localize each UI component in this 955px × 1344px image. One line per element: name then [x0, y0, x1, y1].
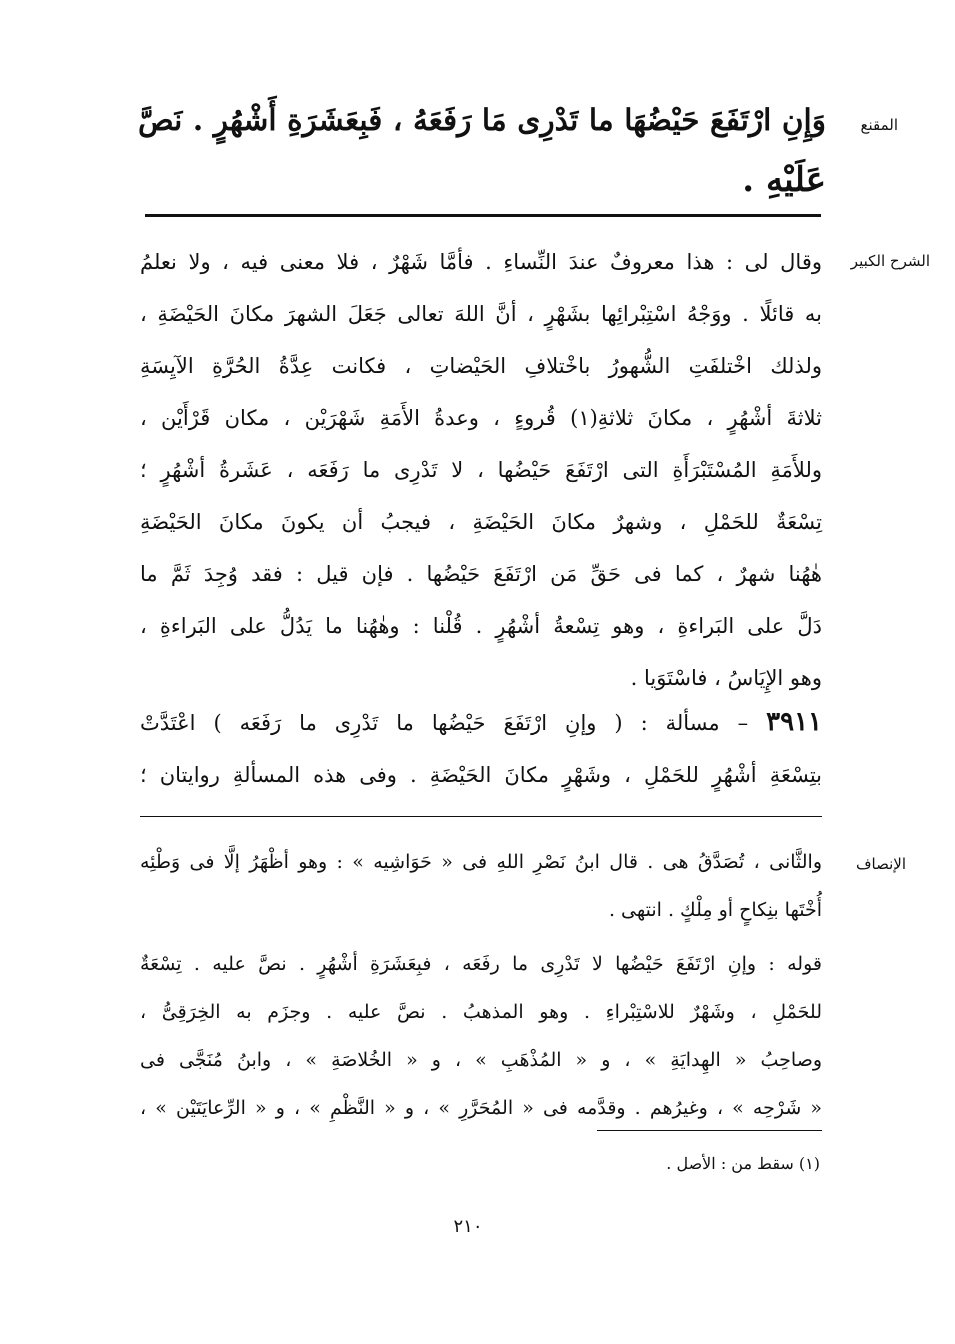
sharh-line: وهو الإِيَاسُ ، فاسْتَوَيا . — [630, 666, 822, 690]
insaf-label: الإنصاف — [855, 855, 906, 873]
masala-line2: بتِسْعَةِ أشْهُرٍ للحَمْلِ ، وشَهْرٍ مكانَ الحَيْضَةِ . وفى هذه المسألةِ روايتان ؛ — [140, 763, 822, 787]
masala-number: ٣٩١١ — [766, 707, 822, 737]
sharh-line: ولذلك اخْتلفَتِ الشُّهورُ باخْتلافِ الحَيْضاتِ ، فكانت عِدَّةُ الحُرَّةِ الآيِسَةِ — [140, 354, 822, 378]
sharh-line: دَلَّ على البَراءةِ ، وهو تِسْعةُ أشْهُرٍ . قُلْنا : وهٰهُنا ما يَدُلُّ على البَراءةِ ، — [140, 614, 822, 638]
sharh-line: ثلاثةَ أشْهُرٍ ، مكانَ ثلاثةِ(١) قُروءٍ ، وعدةُ الأَمَةِ شَهْرَيْن ، مكان قَرْأَيْن ، — [140, 406, 822, 430]
sharh-line: وللأَمَةِ المُسْتَبْرَأَةِ التى ارْتَفَعَ حَيْضُها ، لا تَدْرِى ما رَفَعَه ، عَشَرةُ أشْهُرٍ ؛ — [140, 458, 822, 482]
insaf-text-2 — [140, 940, 822, 1132]
sharh-line: تِسْعَةٌ للحَمْلِ ، وشهرٌ مكانَ الحَيْضَةِ ، فيجبُ أن يكونَ مكانَ الحَيْضَةِ — [140, 510, 822, 534]
sharh-line: به قائلًا . ووَجْهُ اسْتِبْرائِها بشَهْرٍ ، أنَّ اللهَ تعالى جَعَلَ الشهرَ مكانَ الحَيْضَةِ ، — [140, 302, 822, 326]
insaf-text — [140, 838, 822, 934]
sharh-line: وقال لى : هذا معروفٌ عندَ النِّساءِ . فأمَّا شَهْرٌ ، فلا معنى فيه ، ولا نعلمُ — [140, 250, 822, 274]
muqni-text — [138, 90, 826, 210]
insaf-line: قوله : وإنِ ارْتَفَعَ حَيْضُها لا تَدْرِى ما رفَعَه ، فبِعَشَرَةِ أشْهُرٍ . نصَّ عليه . تِسْعَةٌ — [140, 953, 822, 975]
masala-line — [140, 696, 822, 749]
muqni-line: وَإِنِ ارْتَفَعَ حَيْضُهَا ما تَدْرِى مَا رَفَعَهُ ، فَبِعَشَرَةِ أَشْهُرٍ . نَصَّ — [138, 102, 826, 137]
sharh-line: هٰهُنا شهرٌ ، كما فى حَقِّ مَن ارْتَفَعَ حَيْضُها . فإن قيل : فقد وُجِدَ ثَمَّ ما — [140, 562, 822, 586]
footnote-divider — [597, 1130, 822, 1131]
insaf-line: أُخْتَها بنِكاحٍ أو مِلْكٍ . انتهى . — [608, 899, 822, 921]
sharh-text — [140, 236, 822, 704]
section-divider — [145, 214, 821, 217]
sharh-label: الشرح الكبير — [850, 252, 930, 270]
masala-line1: – مسألة : ( وإنِ ارْتَفَعَ حَيْضُها ما تَدْرِى ما رَفَعَه ) اعْتَدَّتْ — [140, 711, 749, 735]
insaf-line: وصاحِبُ « الهِدايَةِ » ، و « المُذْهَبِ » ، و « الخُلاصَةِ » ، وابنُ مُنَجَّى فى — [140, 1049, 822, 1071]
insaf-line: « شَرْحِه » ، وغيرُهم . وقدَّمه فى « المُحَرَّرِ » ، و « النَّظْمِ » ، و « الرِّعايَتَيْن » ، — [140, 1097, 822, 1119]
muqni-line: عَلَيْهِ . — [742, 160, 826, 200]
footnote: (١) سقط من : الأصل . — [666, 1154, 820, 1173]
insaf-line: للحَمْلِ ، وشَهْرٌ للاسْتِبْراءِ . وهو المذهبُ . نصَّ عليه . وجزَم به الخِرَقِىُّ ، — [140, 1001, 822, 1023]
insaf-line: والثَّانى ، تُصَدَّقُ هى . قال ابنُ نَصْرِ اللهِ فى « حَوَاشِيه » : وهو أظْهَرُ إلَّا فى وَطْئِه — [140, 851, 822, 873]
section-divider — [140, 816, 822, 817]
masala-text — [140, 696, 822, 801]
muqni-label: المقنع — [860, 116, 898, 134]
page-number: ٢١٠ — [453, 1216, 483, 1237]
